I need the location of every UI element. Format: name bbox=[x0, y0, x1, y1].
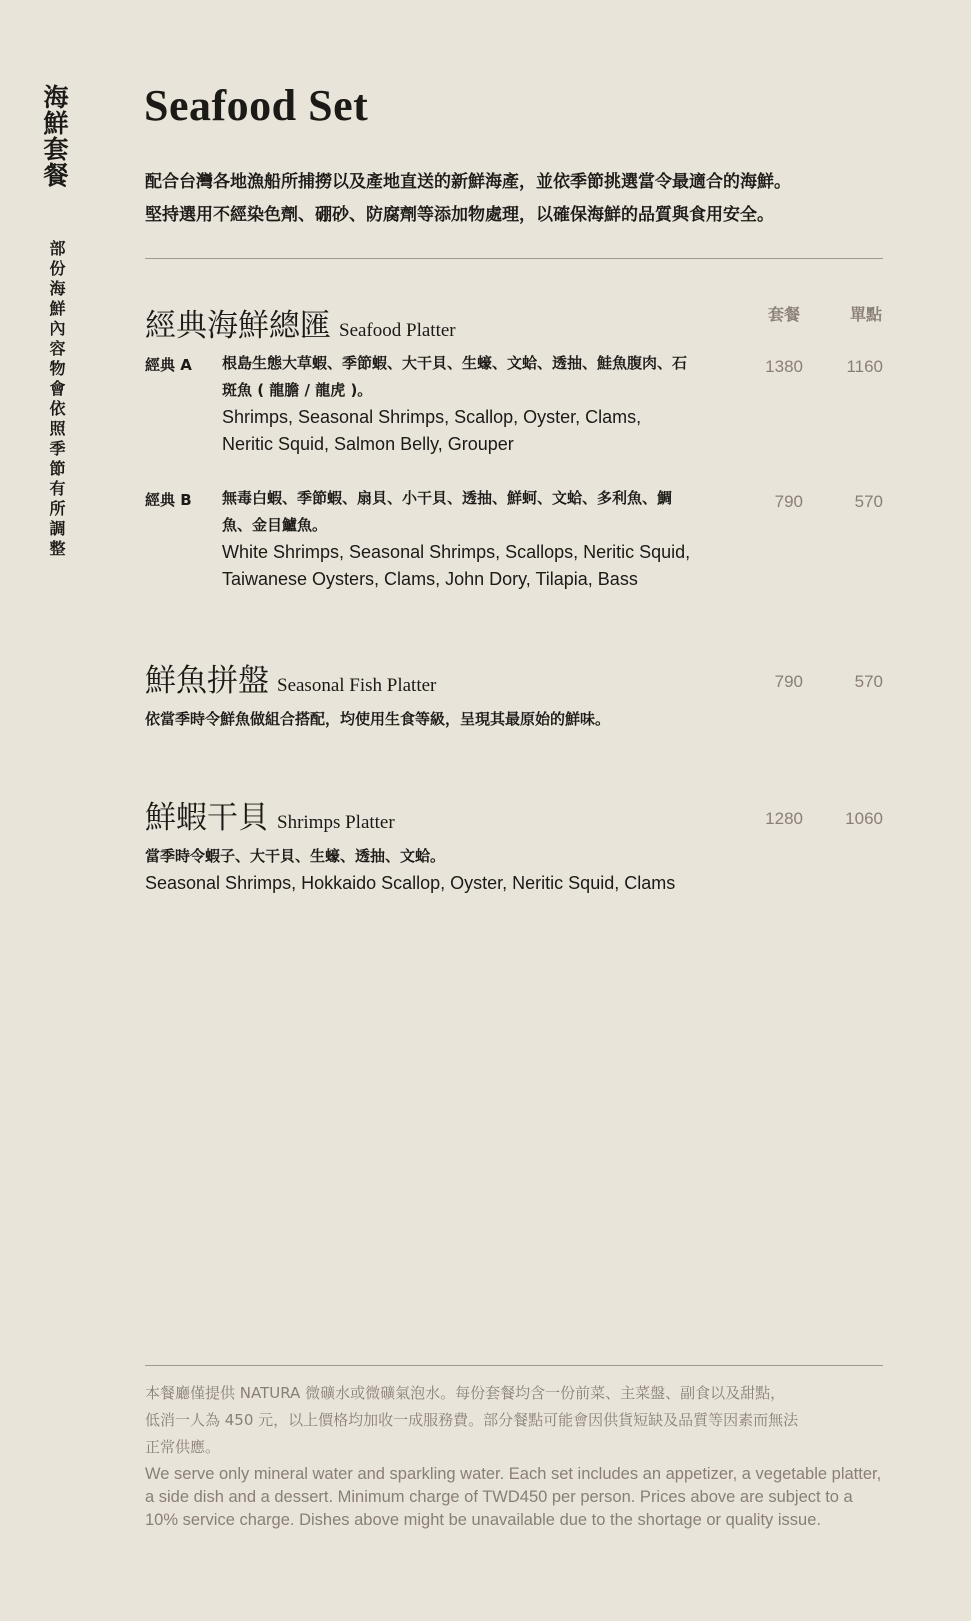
section-title-zh: 經典海鮮總匯 bbox=[145, 308, 331, 344]
price-set: 1280 bbox=[765, 809, 803, 828]
item-label: 經典 B bbox=[145, 491, 192, 509]
price-set: 790 bbox=[774, 672, 803, 691]
section-title-seafood-platter bbox=[145, 300, 456, 345]
price-set: 1380 bbox=[765, 357, 803, 376]
column-header-set: 套餐 bbox=[768, 305, 801, 324]
header-divider bbox=[145, 258, 883, 259]
item-description-zh: 無毒白蝦、季節蝦、扇貝、小干貝、透抽、鮮蚵、文蛤、多利魚、鯛魚、金目鱸魚。 bbox=[222, 489, 673, 534]
price-single: 570 bbox=[854, 672, 883, 691]
item-description-en: White Shrimps, Seasonal Shrimps, Scallops, Neritic Squid, Taiwanese Oysters, Clams, John Dory, Tilapia, Bass bbox=[222, 542, 691, 589]
section-title-zh: 鮮魚拼盤 bbox=[145, 663, 269, 699]
section-description-zh: 依當季時令鮮魚做組合搭配，均使用生食等級，呈現其最原始的鮮味。 bbox=[145, 710, 611, 728]
section-description-en: Seasonal Shrimps, Hokkaido Scallop, Oyster, Neritic Squid, Clams bbox=[145, 873, 676, 893]
item-description bbox=[222, 350, 692, 458]
price-single: 1160 bbox=[846, 357, 883, 376]
section-description-zh: 當季時令蝦子、大干貝、生蠔、透抽、文蛤。 bbox=[145, 847, 446, 865]
page-title: Seafood Set bbox=[144, 81, 369, 130]
footer-divider bbox=[145, 1365, 883, 1366]
intro-line: 堅持選用不經染色劑、硼砂、防腐劑等添加物處理，以確保海鮮的品質與食用安全。 bbox=[145, 205, 774, 225]
section-title-en: Seafood Platter bbox=[339, 320, 456, 341]
sidebar-note: 部份海鮮內容物會依照季節有所調整 bbox=[47, 240, 66, 560]
intro-text bbox=[145, 166, 905, 232]
section-title-shrimps-platter bbox=[145, 792, 395, 837]
price-single: 1060 bbox=[845, 809, 883, 828]
footer-note-en: We serve only mineral water and sparkling water. Each set includes an appetizer, a vegetable platter, a side dish and a dessert. Minimum charge of TWD450 per person. Prices above are subject to a 10% service charge. Dishes above might be unavailable due to the shortage or quality issue. bbox=[145, 1465, 882, 1529]
sidebar-title: 海鮮套餐 bbox=[40, 84, 69, 188]
section-title-fish-platter bbox=[145, 655, 436, 700]
column-header-single: 單點 bbox=[850, 305, 883, 324]
item-description-zh: 根島生態大草蝦、季節蝦、大干貝、生蠔、文蛤、透抽、鮭魚腹肉、石斑魚 ( 龍膽 / 龍虎 )。 bbox=[222, 354, 688, 399]
section-description bbox=[145, 843, 845, 897]
section-title-en: Seasonal Fish Platter bbox=[277, 675, 437, 696]
item-description-en: Shrimps, Seasonal Shrimps, Scallop, Oyster, Clams, Neritic Squid, Salmon Belly, Grouper bbox=[222, 407, 642, 454]
section-title-zh: 鮮蝦干貝 bbox=[145, 800, 269, 836]
item-label: 經典 A bbox=[145, 356, 192, 374]
footer-line: 本餐廳僅提供 NATURA 微礦水或微礦氣泡水。每份套餐均含一份前菜、主菜盤、副食以及甜點， bbox=[145, 1384, 786, 1402]
footer-note bbox=[145, 1380, 885, 1532]
footer-line: 低消一人為 450 元，以上價格均加收一成服務費。部分餐點可能會因供貨短缺及品質等因素而無法 bbox=[145, 1411, 799, 1429]
price-single: 570 bbox=[854, 492, 883, 511]
section-title-en: Shrimps Platter bbox=[277, 812, 395, 833]
section-description bbox=[145, 706, 845, 733]
price-set: 790 bbox=[774, 492, 803, 511]
intro-line: 配合台灣各地漁船所捕撈以及產地直送的新鮮海產，並依季節挑選當令最適合的海鮮。 bbox=[145, 172, 791, 192]
footer-line: 正常供應。 bbox=[145, 1438, 221, 1456]
item-description bbox=[222, 485, 692, 593]
footer-note-zh bbox=[145, 1380, 885, 1461]
